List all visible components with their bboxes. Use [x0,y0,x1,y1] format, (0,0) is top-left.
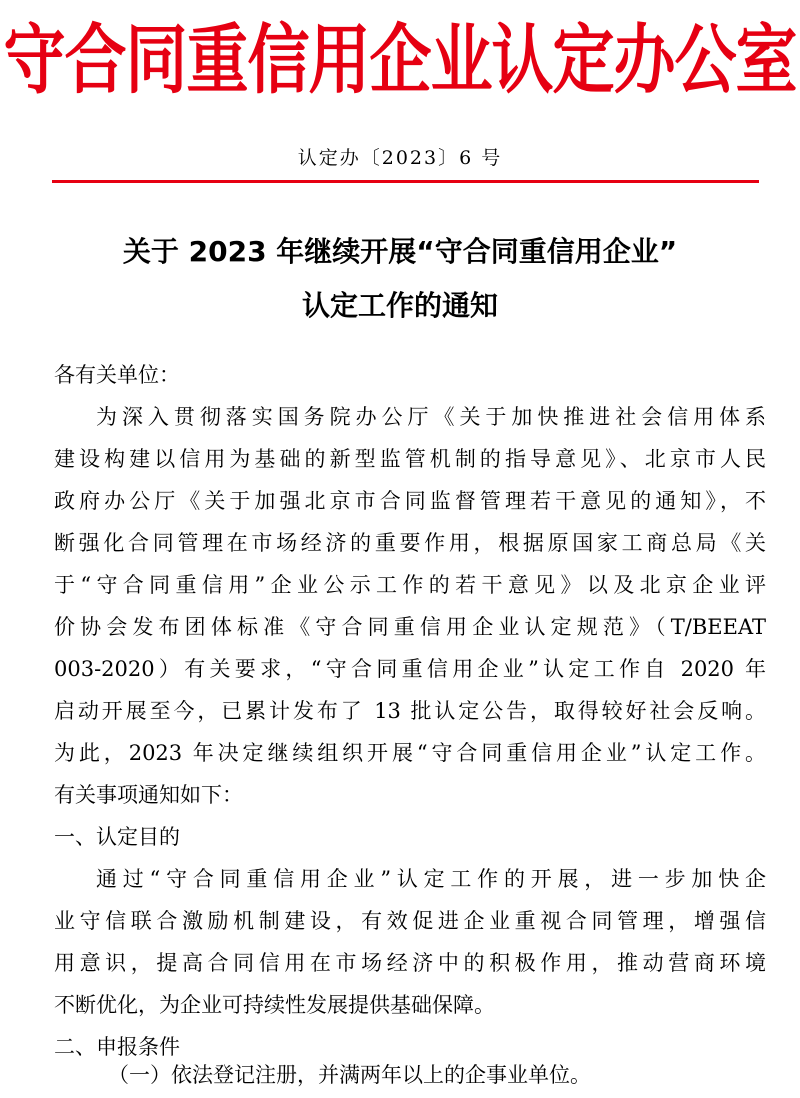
document-title-line-1: 关于 2023 年继续开展“守合同重信用企业” [122,235,678,268]
body-line: 003-2020）有关要求，“守合同重信用企业”认定工作自 2020 年 [54,657,766,681]
body-line: 为深入贯彻落实国务院办公厅《关于加快推进社会信用体系 [96,405,766,429]
body-line: 政府办公厅《关于加强北京市合同监督管理若干意见的通知》，不 [54,489,766,513]
body-line: 启动开展至今，已累计发布了 13 批认定公告，取得较好社会反响。 [54,699,766,723]
salutation: 各有关单位： [54,363,180,387]
body-line: 断强化合同管理在市场经济的重要作用，根据原国家工商总局《关 [54,531,766,555]
body-line: 于“守合同重信用”企业公示工作的若干意见》以及北京企业评 [54,573,766,597]
header-divider [52,180,759,183]
section-heading-purpose: 一、认定目的 [54,825,180,849]
body-line: 有关事项通知如下： [54,783,243,807]
body-line: 用意识，提高合同信用在市场经济中的积极作用，推动营商环境 [54,951,766,975]
document-number: 认定办〔2023〕6 号 [297,147,503,169]
issuing-office-header: 守合同重信用企业认定办公室 [3,15,797,105]
body-line: 为此，2023 年决定继续组织开展“守合同重信用企业”认定工作。 [54,741,766,765]
document-title-line-2: 认定工作的通知 [301,289,498,322]
body-line: 通过“守合同重信用企业”认定工作的开展，进一步加快企 [96,867,766,891]
body-line: 不断优化，为企业可持续性发展提供基础保障。 [54,993,495,1017]
section-heading-conditions: 二、申报条件 [54,1035,180,1059]
list-item: （一）依法登记注册，并满两年以上的企事业单位。 [108,1063,591,1087]
body-line: 业守信联合激励机制建设，有效促进企业重视合同管理，增强信 [54,909,766,933]
body-line: 价协会发布团体标准《守合同重信用企业认定规范》（T/BEEAT [54,615,766,639]
body-line: 建设构建以信用为基础的新型监管机制的指导意见》、北京市人民 [54,447,766,471]
